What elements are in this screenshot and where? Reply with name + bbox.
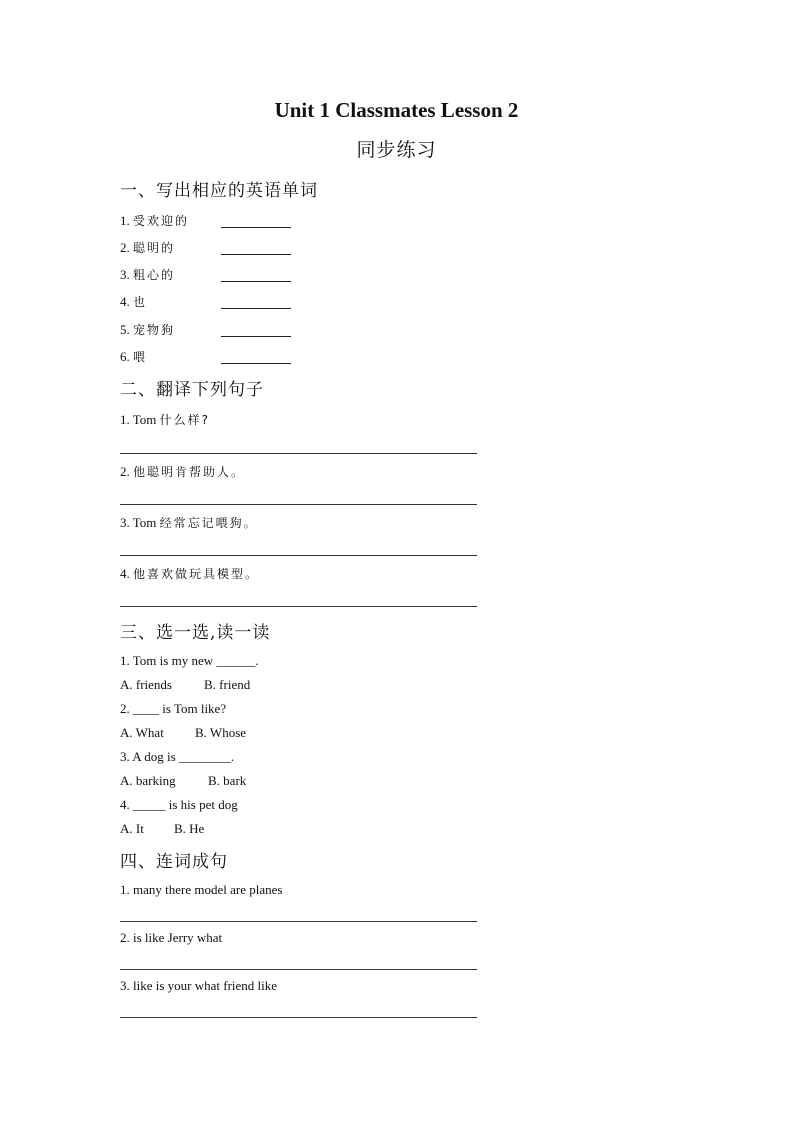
page-title: Unit 1 Classmates Lesson 2 xyxy=(274,98,519,122)
item-text: 他喜欢做玩具模型。 xyxy=(133,567,260,581)
item-text: 经常忘记喂狗。 xyxy=(159,516,258,530)
item-number: 4. xyxy=(120,566,130,581)
page-subtitle: 同步练习 xyxy=(356,139,437,161)
item-number: 3. xyxy=(120,267,130,282)
option-b[interactable]: B. Whose xyxy=(195,725,247,740)
answer-line[interactable] xyxy=(120,453,477,454)
vocab-item xyxy=(120,239,175,256)
option-a[interactable]: A. friends xyxy=(120,677,172,692)
answer-line[interactable] xyxy=(120,1017,477,1018)
question-text: 2. ____ is Tom like? xyxy=(120,701,227,716)
question-text: 1. Tom is my new ______. xyxy=(120,653,259,668)
vocab-item xyxy=(120,212,189,229)
item-text: 聪明的 xyxy=(133,241,176,255)
item-number: 2. xyxy=(120,464,130,479)
vocab-item xyxy=(120,348,147,365)
answer-blank[interactable] xyxy=(221,363,291,364)
answer-line[interactable] xyxy=(120,969,477,970)
answer-line[interactable] xyxy=(120,555,477,556)
question-text: 4. _____ is his pet dog xyxy=(120,797,238,812)
question-options xyxy=(120,677,250,693)
answer-blank[interactable] xyxy=(221,336,291,337)
translate-item xyxy=(120,514,258,531)
answer-blank[interactable] xyxy=(221,227,291,228)
translate-item xyxy=(120,411,210,428)
answer-line[interactable] xyxy=(120,606,477,607)
answer-line[interactable] xyxy=(120,921,477,922)
item-number: 6. xyxy=(120,349,130,364)
question-options xyxy=(120,773,246,789)
item-number: 4. xyxy=(120,294,130,309)
item-text: 喂 xyxy=(133,350,148,364)
answer-blank[interactable] xyxy=(221,254,291,255)
item-text: 粗心的 xyxy=(133,268,176,282)
item-number: 1. xyxy=(120,213,130,228)
answer-blank[interactable] xyxy=(221,308,291,309)
question-options xyxy=(120,821,204,837)
section-4-heading: 四、连词成句 xyxy=(120,852,228,872)
question-options xyxy=(120,725,246,741)
item-number: 2. xyxy=(120,240,130,255)
option-a[interactable]: A. What xyxy=(120,725,164,740)
answer-line[interactable] xyxy=(120,504,477,505)
vocab-item xyxy=(120,321,175,338)
item-text: 受欢迎的 xyxy=(133,214,190,228)
translate-item xyxy=(120,463,245,480)
section-2-heading: 二、翻译下列句子 xyxy=(120,380,264,400)
section-3-heading: 三、选一选,读一读 xyxy=(120,623,271,643)
item-text: 什么样? xyxy=(159,413,211,427)
item-text: 也 xyxy=(133,295,148,309)
option-b[interactable]: B. He xyxy=(174,821,205,836)
item-text: 宠物狗 xyxy=(133,323,176,337)
section-1-heading: 一、写出相应的英语单词 xyxy=(120,181,318,201)
vocab-item xyxy=(120,293,147,310)
option-b[interactable]: B. bark xyxy=(208,773,247,788)
scramble-item: 3. like is your what friend like xyxy=(120,978,278,993)
option-b[interactable]: B. friend xyxy=(204,677,251,692)
item-number: 5. xyxy=(120,322,130,337)
item-text: 他聪明肯帮助人。 xyxy=(133,465,246,479)
item-number: 1. Tom xyxy=(120,412,157,427)
translate-item xyxy=(120,565,259,582)
scramble-item: 2. is like Jerry what xyxy=(120,930,223,945)
option-a[interactable]: A. barking xyxy=(120,773,176,788)
item-number: 3. Tom xyxy=(120,515,157,530)
question-text: 3. A dog is ________. xyxy=(120,749,235,764)
vocab-item xyxy=(120,266,175,283)
option-a[interactable]: A. It xyxy=(120,821,144,836)
answer-blank[interactable] xyxy=(221,281,291,282)
scramble-item: 1. many there model are planes xyxy=(120,882,283,897)
